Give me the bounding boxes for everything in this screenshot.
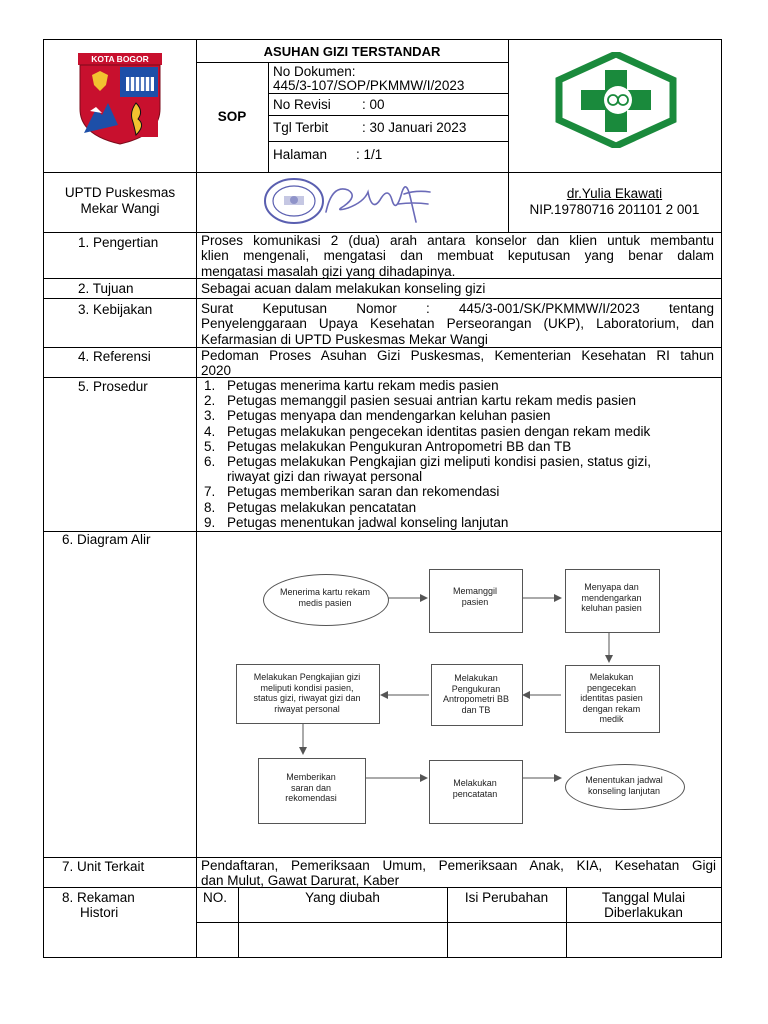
page-value: : 1/1 [356,147,383,162]
document-title: ASUHAN GIZI TERSTANDAR [263,44,441,59]
flow-text-line: Melakukan Pengkajian gizi [253,672,361,682]
flow-text-line: Antropometri BB [442,694,510,704]
procedure-step-text: Petugas menerima kartu rekam medis pasien [227,378,499,393]
flow-text-line: keluhan pasien [581,603,642,613]
kebijakan-line: Surat Keputusan Nomor : 445/3-001/SK/PKMMW/I/2023 tentang [201,301,714,316]
procedure-step-number: 9. [204,514,216,530]
unit-name-line1: UPTD Puskesmas [64,185,176,200]
flow-node-assess-text [236,672,378,714]
procedure-step-text: Petugas memberikan saran dan rekomendasi [227,484,500,500]
unit-name-line2: Mekar Wangi [80,201,160,216]
flow-text-line: identitas pasien [580,693,643,703]
revision-label: No Revisi [273,97,331,112]
flow-node-greet-text [565,582,658,614]
procedure-step [201,378,716,393]
pengertian-line: klien mengenali, mengatasi dan membuat keputusan yang benar dalam [201,248,714,264]
flow-text-line: Pengukuran [451,683,501,694]
procedure-step [201,500,716,515]
history-col-content: Isi Perubahan [464,890,549,905]
procedure-step [201,408,716,423]
flow-node-start-text [263,587,387,608]
flow-text-line: saran dan [290,782,332,793]
signer-nip: NIP.19780716 201101 2 001 [529,202,700,217]
procedure-step-number: 7. [204,484,216,500]
procedure-step [201,515,716,530]
procedure-step-text: Petugas melakukan Pengukuran Antropometri BB dan TB [227,438,572,454]
procedure-step-number: 2. [204,393,216,409]
official-stamp [262,176,326,226]
kebijakan-line: Penyelenggaraan Upaya Kesehatan Perseorangan (UKP), Laboratorium, dan [201,316,714,332]
label-kebijakan: 3. Kebijakan [78,302,153,317]
flow-node-measure-text [431,673,521,715]
unit-name [44,185,196,217]
procedure-step [201,393,716,408]
label-rekaman: 8. Rekaman [62,890,135,905]
flow-diagram [197,532,721,857]
procedure-step-number: 6. [204,454,216,470]
pengertian-line: mengatasi masalah gizi yang dihadapinya. [201,263,456,279]
label-diagram: 6. Diagram Alir [62,532,151,547]
flow-node-end-text [565,775,683,796]
procedure-step [201,454,716,484]
flow-text-line: pengecekan [586,682,637,693]
logo-city-label: KOTA BOGOR [91,54,149,64]
flow-text-line: Menyapa dan [584,582,639,592]
pengertian-text [201,233,714,279]
procedure-step-number: 1. [204,378,216,393]
doc-number-label: No Dokumen: [273,64,356,79]
flow-node-record-text [429,778,521,799]
page-label: Halaman [273,147,328,162]
flow-text-line: status gizi, riwayat gizi dan [253,693,361,703]
unit-terkait-text [201,858,716,888]
procedure-step-number: 4. [204,423,216,439]
procedure-step [201,484,716,499]
procedure-step-text: riwayat gizi dan riwayat personal [227,469,423,485]
history-col-date [566,890,721,920]
history-col-date-line1: Tanggal Mulai [601,890,686,905]
flow-node-call-text [429,586,521,607]
tujuan-text: Sebagai acuan dalam melakukan konseling gizi [201,281,486,296]
history-col-no: NO. [203,890,228,905]
unit-terkait-line: dan Mulut, Gawat Darurat, Kaber [201,873,400,888]
issue-date-label: Tgl Terbit [273,120,329,135]
label-histori: Histori [80,905,119,920]
referensi-line: Pedoman Proses Asuhan Gizi Puskesmas, Kementerian Kesehatan RI tahun [201,348,714,363]
history-col-date-line2: Diberlakukan [604,905,683,920]
flow-node-check-text [565,672,658,725]
flow-text-line: medis pasien [298,597,352,608]
sop-label: SOP [217,109,247,124]
issue-date-value: : 30 Januari 2023 [362,120,467,135]
signer-name: dr.Yulia Ekawati [566,186,663,201]
revision-value: : 00 [362,97,385,112]
flow-text-line: mendengarkan [581,592,642,603]
flow-node-advise-text [258,772,364,804]
kebijakan-text [201,301,714,347]
label-pengertian: 1. Pengertian [78,235,159,250]
label-referensi: 4. Referensi [78,349,151,364]
pengertian-line: Proses komunikasi 2 (dua) arah antara konselor dan klien untuk membantu [201,233,714,248]
flow-text-line: Melakukan [453,778,497,788]
procedure-step-text: Petugas memanggil pasien sesuai antrian kartu rekam medis pasien [227,393,636,409]
procedure-step-text: Petugas melakukan Pengkajian gizi meliputi kondisi pasien, status gizi, [227,454,651,470]
procedure-step-text: Petugas melakukan pengecekan identitas pasien dengan rekam medik [227,423,651,439]
flow-text-line: Melakukan [454,673,498,683]
unit-terkait-line: Pendaftaran, Pemeriksaan Umum, Pemeriksaan Anak, KIA, Kesehatan Gigi [201,858,716,873]
history-col-changed: Yang diubah [305,890,380,905]
flow-text-line: konseling lanjutan [587,785,661,796]
signature [318,172,438,228]
label-tujuan: 2. Tujuan [78,281,134,296]
flow-text-line: Memanggil [452,586,498,596]
puskesmas-logo [555,52,677,148]
procedure-step-text: Petugas menyapa dan mendengarkan keluhan pasien [227,408,551,424]
procedure-step-text: Petugas melakukan pencatatan [227,499,417,515]
procedure-step-number: 3. [204,408,216,424]
flow-text-line: dengan rekam [582,703,641,714]
doc-number-value: 445/3-107/SOP/PKMMW/I/2023 [273,78,465,93]
procedure-step [201,424,716,439]
flow-text-line: pasien [461,596,489,607]
kota-bogor-logo [78,53,162,145]
procedure-step-number: 5. [204,438,216,454]
flow-text-line: Menentukan jadwal [585,775,663,785]
referensi-line: 2020 [201,363,232,378]
flow-text-line: rekomendasi [285,793,337,803]
procedure-step-text: Petugas menentukan jadwal konseling lanjutan [227,514,509,530]
flow-text-line: medik [599,714,624,724]
kebijakan-line: Kefarmasian di UPTD Puskesmas Mekar Wangi [201,331,488,347]
label-prosedur: 5. Prosedur [78,379,148,394]
flow-text-line: dan TB [461,704,491,715]
flow-text-line: meliputi kondisi pasien, [260,682,354,693]
flow-text-line: Melakukan [589,672,634,682]
label-unit-terkait: 7. Unit Terkait [62,859,145,874]
flow-text-line: riwayat personal [274,703,340,714]
flow-text-line: Menerima kartu rekam [279,587,371,597]
referensi-text [201,348,714,378]
prosedur-list [201,378,716,530]
flow-text-line: Memberikan [286,772,336,782]
procedure-step [201,439,716,454]
procedure-step-number: 8. [204,499,216,515]
flow-text-line: pencatatan [452,788,498,799]
